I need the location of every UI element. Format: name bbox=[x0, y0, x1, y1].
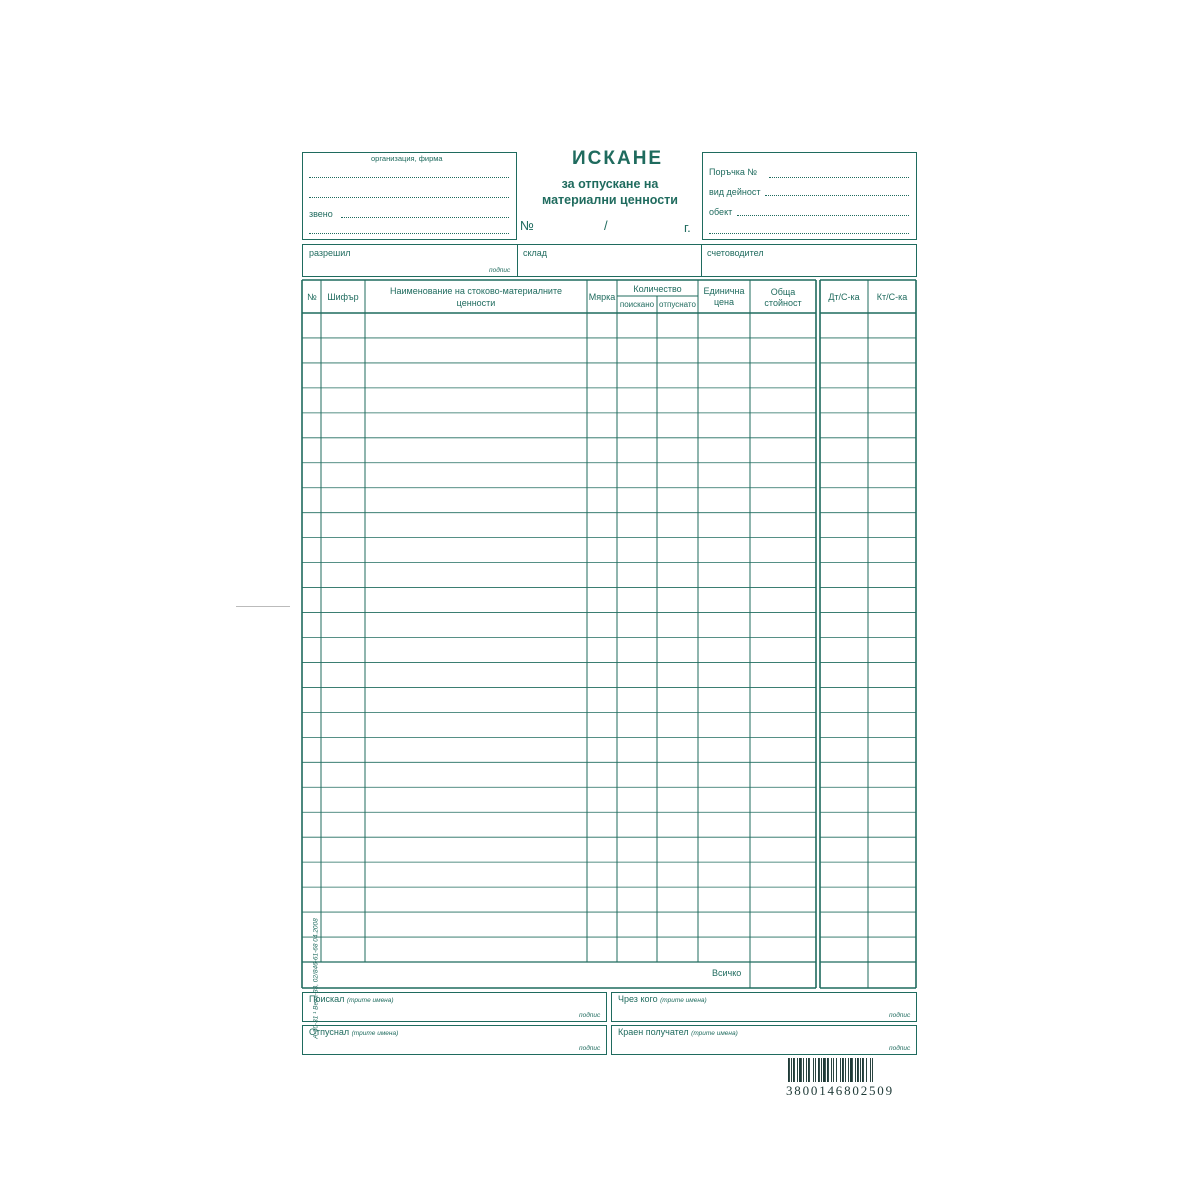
requested-by-names: (трите имена) bbox=[346, 997, 394, 1004]
unit-label: звено bbox=[309, 209, 333, 219]
barcode bbox=[786, 1058, 918, 1086]
number-label: № bbox=[520, 218, 534, 233]
total-label: Всичко bbox=[712, 968, 742, 978]
barcode-bar bbox=[793, 1058, 795, 1082]
col-price-header-1: Единична bbox=[703, 286, 745, 296]
number-slash: / bbox=[604, 218, 608, 233]
document-title: ИСКАНЕ bbox=[572, 148, 664, 169]
col-price-header-2: цена bbox=[713, 297, 735, 307]
col-qty-header: Количество bbox=[633, 284, 682, 294]
barcode-bar bbox=[791, 1058, 792, 1082]
requested-by-label: Поискал bbox=[309, 994, 345, 1004]
barcode-bar bbox=[872, 1058, 873, 1082]
authorized-signature-label: подпис bbox=[489, 267, 511, 274]
accountant-label: счетоводител bbox=[707, 248, 764, 258]
recipient-box bbox=[611, 1025, 917, 1055]
barcode-bar bbox=[870, 1058, 871, 1082]
col-name-header-1: Наименование на стоково-материалните bbox=[390, 286, 562, 296]
object-label: обект bbox=[709, 207, 733, 217]
via-signature: подпис bbox=[889, 1012, 911, 1019]
barcode-bar bbox=[815, 1058, 816, 1082]
year-suffix: г. bbox=[684, 220, 691, 235]
activity-label: вид дейност bbox=[709, 187, 761, 197]
col-credit-header: Кт/С-ка bbox=[876, 292, 908, 302]
requested-by-box bbox=[302, 992, 607, 1022]
side-print-info: А-30-31 ¹ Вега-33, 02/846-61-68 04.2008 bbox=[312, 918, 320, 1039]
barcode-bar bbox=[833, 1058, 834, 1082]
barcode-bar bbox=[842, 1058, 844, 1082]
org-label: организация, фирма bbox=[371, 154, 443, 163]
barcode-bar bbox=[797, 1058, 798, 1082]
barcode-bar bbox=[862, 1058, 864, 1082]
barcode-bar bbox=[806, 1058, 807, 1082]
via-names: (трите имена) bbox=[660, 997, 707, 1004]
barcode-bar bbox=[827, 1058, 829, 1082]
authorized-label: разрешил bbox=[309, 248, 351, 258]
col-total-header-1: Обща bbox=[770, 287, 796, 297]
requested-by-signature: подпис bbox=[579, 1012, 601, 1019]
barcode-bar bbox=[831, 1058, 832, 1082]
col-requested-header: поискано bbox=[619, 300, 655, 309]
warehouse-label: склад bbox=[523, 248, 548, 258]
col-total-header-2: стойност bbox=[764, 298, 802, 308]
barcode-bar bbox=[808, 1058, 810, 1082]
barcode-bar bbox=[850, 1058, 853, 1082]
barcode-bar bbox=[848, 1058, 849, 1082]
barcode-bar bbox=[818, 1058, 820, 1082]
barcode-number: 3800146802509 bbox=[786, 1083, 894, 1098]
barcode-bar bbox=[860, 1058, 861, 1082]
order-label: Поръчка № bbox=[709, 167, 758, 177]
barcode-bar bbox=[845, 1058, 846, 1082]
col-released-header: отпуснато bbox=[659, 300, 696, 309]
barcode-bar bbox=[857, 1058, 859, 1082]
released-by-box bbox=[302, 1025, 607, 1055]
released-by-signature: подпис bbox=[579, 1045, 601, 1052]
barcode-bar bbox=[823, 1058, 826, 1082]
document-subtitle-2: материални ценности bbox=[542, 193, 678, 207]
barcode-bar bbox=[866, 1058, 867, 1082]
barcode-bar bbox=[813, 1058, 814, 1082]
barcode-bar bbox=[803, 1058, 804, 1082]
released-by-label: Отпуснал bbox=[309, 1027, 350, 1037]
recipient-names: (трите имена) bbox=[691, 1030, 738, 1037]
col-code-header: Шифър bbox=[327, 292, 359, 302]
col-debit-header: Дт/С-ка bbox=[828, 292, 860, 302]
recipient-signature: подпис bbox=[889, 1045, 911, 1052]
barcode-bar bbox=[836, 1058, 837, 1082]
col-unit-header: Мярка bbox=[588, 292, 616, 302]
via-box bbox=[611, 992, 917, 1022]
recipient-label: Краен получател bbox=[618, 1027, 689, 1037]
barcode-bar bbox=[788, 1058, 790, 1082]
barcode-bar bbox=[799, 1058, 802, 1082]
col-no-header: № bbox=[307, 292, 317, 302]
barcode-bar bbox=[840, 1058, 841, 1082]
col-name-header-2: ценности bbox=[456, 298, 496, 308]
released-by-names: (трите имена) bbox=[351, 1030, 399, 1037]
barcode-bar bbox=[821, 1058, 822, 1082]
document-subtitle-1: за отпускане на bbox=[561, 177, 659, 191]
via-label: Чрез кого bbox=[618, 994, 658, 1004]
barcode-bar bbox=[855, 1058, 856, 1082]
